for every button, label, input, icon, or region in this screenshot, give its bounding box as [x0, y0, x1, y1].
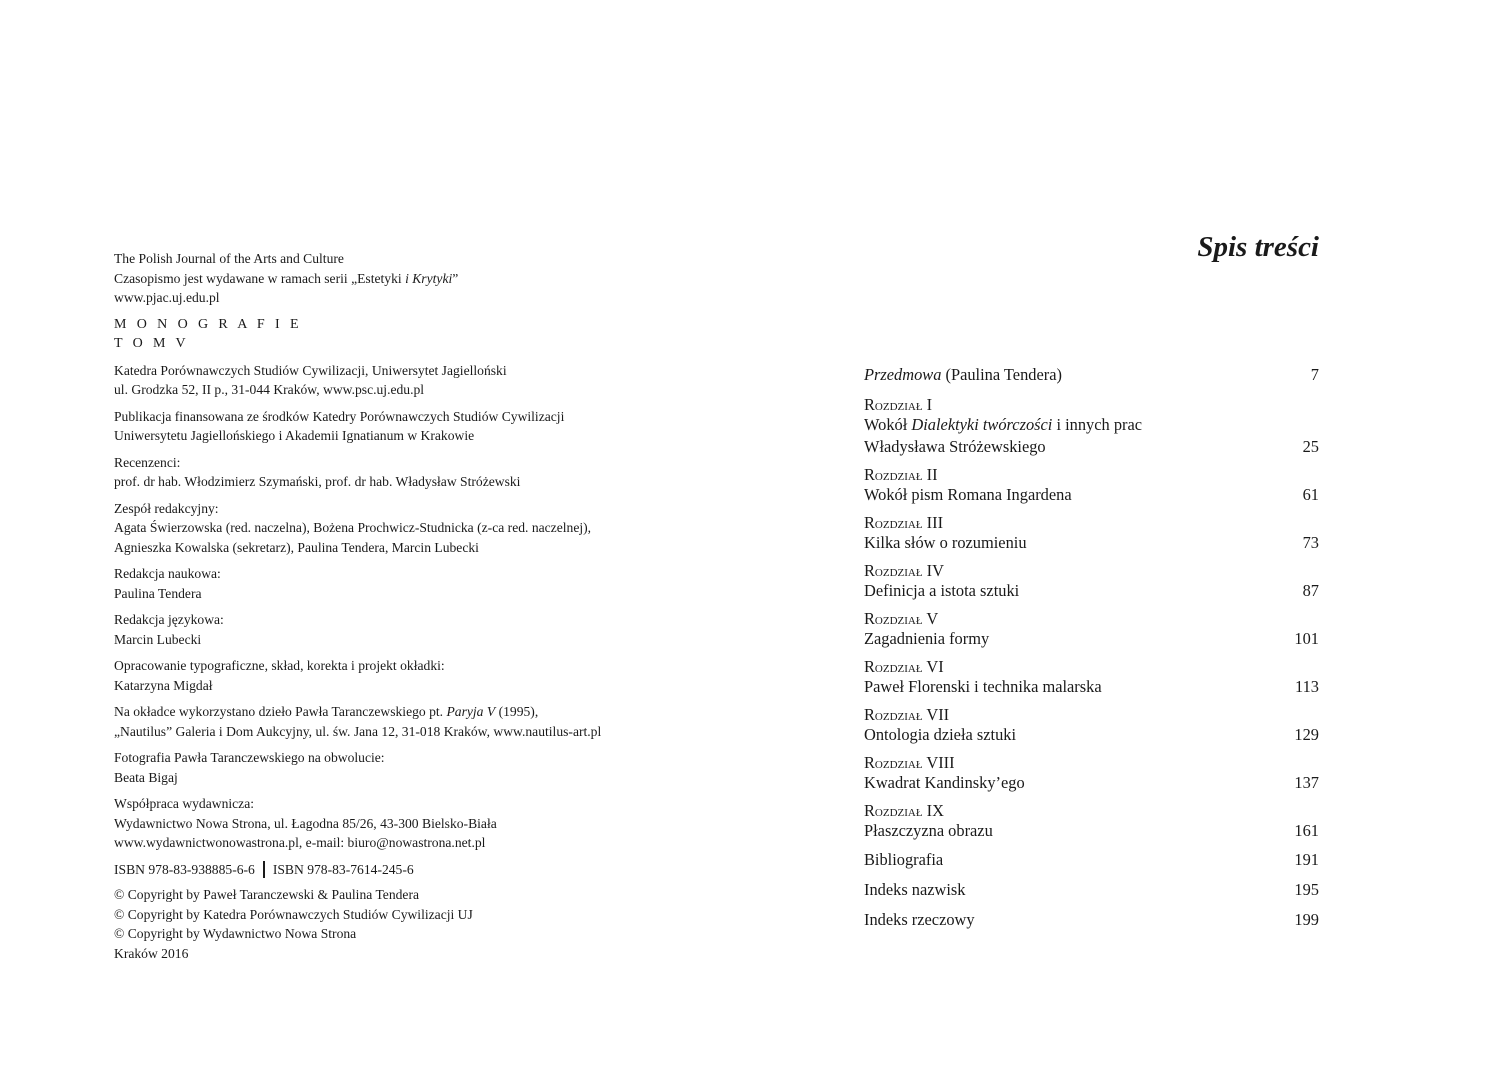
- chapter-title-pre: Kwadrat Kandinsky’ego: [864, 773, 1025, 792]
- toc-entry-label: [864, 364, 1062, 386]
- toc-row: [864, 724, 1319, 746]
- publisher-info: [114, 361, 674, 400]
- chapter-number: Rozdział I: [864, 395, 933, 414]
- journal-series-note: [114, 269, 674, 289]
- copyright-line-3: © Copyright by Wydawnictwo Nowa Strona: [114, 926, 357, 941]
- chapter-title-post: i innych prac: [1052, 415, 1143, 434]
- isbn-separator: [263, 861, 265, 878]
- series-info: [114, 315, 674, 353]
- cover-text: Na okładce wykorzystano dzieło Pawła Taranczewskiego pt.: [114, 704, 447, 719]
- toc-page-number: 7: [1310, 365, 1319, 384]
- journal-name: The Polish Journal of the Arts and Culture: [114, 251, 344, 266]
- isbn-row: [114, 860, 674, 880]
- imprint: [114, 249, 674, 970]
- toc-entry-back-matter[interactable]: [864, 879, 1319, 901]
- chapter-title-pre: Płaszczyzna obrazu: [864, 821, 993, 840]
- toc-row: [864, 532, 1319, 554]
- copyright-line-2: © Copyright by Katedra Porównawczych Studiów Cywilizacji UJ: [114, 906, 473, 922]
- funding-line-1: Publikacja finansowana ze środków Katedry Porównawczych Studiów Cywilizacji: [114, 408, 565, 424]
- chapter-number: Rozdział VIII: [864, 753, 955, 772]
- editorial-team-label: Zespół redakcyjny:: [114, 500, 219, 516]
- language-editor-info: [114, 610, 674, 649]
- toc-entry-back-matter[interactable]: [864, 849, 1319, 871]
- chapter-title: [864, 772, 1025, 794]
- toc-entry-label: Bibliografia: [864, 850, 944, 869]
- journal-info: [114, 249, 674, 308]
- preface-author: (Paulina Tendera): [941, 365, 1062, 384]
- toc-page-number: 61: [1302, 485, 1319, 504]
- chapter-title-pre: Definicja a istota sztuki: [864, 581, 1020, 600]
- chapter-title-pre: Zagadnienia formy: [864, 629, 990, 648]
- isbn-2: ISBN 978-83-7614-245-6: [272, 861, 414, 877]
- place-year: Kraków 2016: [114, 945, 189, 961]
- copyright-line-1: © Copyright by Paweł Taranczewski & Paulina Tendera: [114, 887, 420, 902]
- toc-page-number: 199: [1294, 910, 1319, 929]
- toc-row: [864, 820, 1319, 842]
- chapter-title: [864, 532, 1027, 554]
- chapter-title: [864, 580, 1019, 602]
- editorial-team-line-2: Agnieszka Kowalska (sekretarz), Paulina Tendera, Marcin Lubecki: [114, 539, 479, 555]
- series-volume: T O M V: [114, 335, 190, 351]
- chapter-number: Rozdział IV: [864, 561, 944, 580]
- toc-entry-chapter[interactable]: [864, 465, 1319, 506]
- chapter-title-pre: Kilka słów o rozumieniu: [864, 533, 1027, 552]
- toc-entry-chapter[interactable]: [864, 753, 1319, 794]
- reviewers-names: prof. dr hab. Włodzimierz Szymański, prof. dr hab. Władysław Stróżewski: [114, 474, 521, 489]
- publisher-address: ul. Grodzka 52, II p., 31-044 Kraków, www.psc.uj.edu.pl: [114, 382, 425, 397]
- toc-entry-chapter[interactable]: [864, 705, 1319, 746]
- chapter-title: [864, 676, 1102, 698]
- toc-entry-chapter[interactable]: [864, 513, 1319, 554]
- toc-row: [864, 676, 1319, 698]
- toc-row: [864, 879, 1319, 901]
- toc-chapters: [864, 395, 1319, 842]
- toc-page-number: 191: [1294, 850, 1319, 869]
- photo-label: Fotografia Pawła Taranczewskiego na obwolucie:: [114, 750, 385, 765]
- toc-entry-preface[interactable]: [864, 364, 1319, 386]
- chapter-title: [864, 415, 1142, 434]
- scientific-editor-info: [114, 564, 674, 603]
- toc-page-number: 129: [1294, 725, 1319, 744]
- toc-page-number: 137: [1294, 773, 1319, 792]
- cooperation-label: Współpraca wydawnicza:: [114, 796, 255, 811]
- series-note-quote: ”: [452, 270, 459, 286]
- publisher-name: Katedra Porównawczych Studiów Cywilizacji, Uniwersytet Jagielloński: [114, 362, 507, 378]
- cooperation-contact: www.wydawnictwonowastrona.pl, e-mail: biuro@nowastrona.net.pl: [114, 835, 486, 850]
- toc-row: [864, 580, 1319, 602]
- toc-entry-label: Indeks nazwisk: [864, 880, 966, 899]
- chapter-number: Rozdział VII: [864, 705, 950, 724]
- toc-entry-chapter[interactable]: [864, 609, 1319, 650]
- chapter-title: [864, 820, 993, 842]
- toc-row: [864, 436, 1319, 458]
- cooperation-info: [114, 794, 674, 853]
- cover-artwork-title: Paryja V: [446, 704, 496, 719]
- toc-row: [864, 484, 1319, 506]
- toc-entry-chapter[interactable]: [864, 561, 1319, 602]
- typesetting-name: Katarzyna Migdał: [114, 677, 213, 693]
- table-of-contents: [864, 364, 1319, 939]
- cover-artwork-year: (1995),: [495, 704, 539, 719]
- chapter-title-pre: Ontologia dzieła sztuki: [864, 725, 1017, 744]
- funding-line-2: Uniwersytetu Jagiellońskiego i Akademii Ignatianum w Krakowie: [114, 428, 475, 443]
- chapter-title-italic: Dialektyki twórczości: [911, 415, 1053, 434]
- reviewers-label: Recenzenci:: [114, 454, 181, 470]
- series-note-italic: i Krytyki: [405, 270, 453, 286]
- chapter-title-pre: Paweł Florenski i technika malarska: [864, 677, 1102, 696]
- toc-page-number: 25: [1302, 437, 1319, 456]
- toc-page-number: 195: [1294, 880, 1319, 899]
- toc-entry-chapter[interactable]: [864, 801, 1319, 842]
- language-editor-name: Marcin Lubecki: [114, 631, 202, 647]
- toc-row: [864, 364, 1319, 386]
- toc-page-number: 87: [1302, 581, 1319, 600]
- toc-page-number: 101: [1294, 629, 1319, 648]
- toc-page-number: 113: [1295, 677, 1319, 696]
- scientific-editor-label: Redakcja naukowa:: [114, 566, 221, 581]
- series-name: M O N O G R A F I E: [114, 316, 302, 332]
- chapter-title: [864, 628, 989, 650]
- editorial-team-info: [114, 499, 674, 558]
- typesetting-label: Opracowanie typograficzne, skład, korekta i projekt okładki:: [114, 658, 445, 673]
- scientific-editor-name: Paulina Tendera: [114, 585, 202, 601]
- toc-entry-chapter[interactable]: [864, 395, 1319, 458]
- series-note-text: Czasopismo jest wydawane w ramach serii „Estetyki: [114, 270, 406, 286]
- toc-entry-chapter[interactable]: [864, 657, 1319, 698]
- reviewers-info: [114, 453, 674, 492]
- chapter-title-line: [864, 414, 1319, 436]
- chapter-title: [864, 484, 1072, 506]
- toc-row: [864, 909, 1319, 931]
- funding-info: [114, 407, 674, 446]
- toc-entry-label: Indeks rzeczowy: [864, 910, 975, 929]
- chapter-number: Rozdział V: [864, 609, 939, 628]
- editorial-team-line-1: Agata Świerzowska (red. naczelna), Bożena Prochwicz-Studnicka (z-ca red. naczelnej),: [114, 520, 592, 535]
- toc-page-number: 161: [1294, 821, 1319, 840]
- toc-row: [864, 849, 1319, 871]
- toc-entry-back-matter[interactable]: [864, 909, 1319, 931]
- photo-author: Beata Bigaj: [114, 769, 178, 785]
- preface-title: Przedmowa: [864, 365, 942, 384]
- toc-page-number: 73: [1302, 533, 1319, 552]
- chapter-title: [864, 724, 1016, 746]
- photo-info: [114, 748, 674, 787]
- contents-title: Spis treści: [1197, 231, 1319, 263]
- chapter-title: [864, 436, 1046, 458]
- contents-page: [750, 0, 1500, 1068]
- isbn-1: ISBN 978-83-938885-6-6: [114, 861, 255, 877]
- toc-back-matter: [864, 849, 1319, 931]
- toc-row: [864, 628, 1319, 650]
- cover-line-1: [114, 702, 674, 722]
- cover-info: [114, 702, 674, 741]
- copyright-info: [114, 885, 674, 963]
- chapter-number: Rozdział II: [864, 465, 938, 484]
- chapter-number: Rozdział VI: [864, 657, 944, 676]
- typesetting-info: [114, 656, 674, 695]
- cover-line-2: „Nautilus” Galeria i Dom Aukcyjny, ul. św. Jana 12, 31-018 Kraków, www.nautilus-art.pl: [114, 723, 602, 739]
- journal-website: www.pjac.uj.edu.pl: [114, 290, 220, 305]
- cooperation-publisher: Wydawnictwo Nowa Strona, ul. Łagodna 85/26, 43-300 Bielsko-Biała: [114, 815, 497, 831]
- toc-row: [864, 772, 1319, 794]
- chapter-number: Rozdział IX: [864, 801, 944, 820]
- chapter-title-pre: Wokół pism Romana Ingardena: [864, 485, 1072, 504]
- chapter-number: Rozdział III: [864, 513, 944, 532]
- chapter-title-pre: Władysława Stróżewskiego: [864, 437, 1046, 456]
- chapter-title-pre: Wokół: [864, 415, 912, 434]
- language-editor-label: Redakcja językowa:: [114, 612, 224, 627]
